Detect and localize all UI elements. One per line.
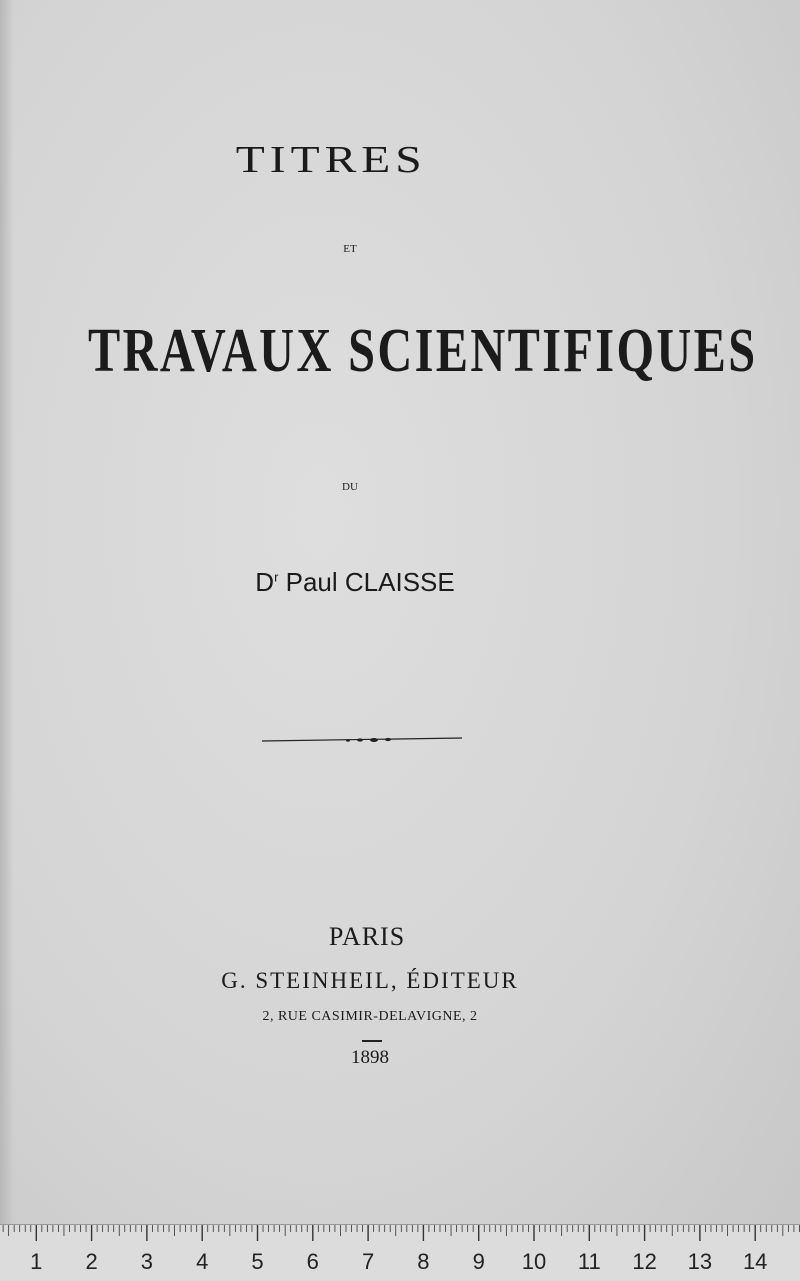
ruler-number: 3 [140,1249,154,1274]
author-name: Paul CLAISSE [278,567,455,597]
ruler-number: 8 [417,1249,430,1274]
ruler-number: 14 [742,1249,768,1274]
imprint-year: 1898 [351,1047,389,1068]
author-line [0,567,800,598]
ruler-ticks [0,1225,800,1281]
ruler-number: 11 [577,1249,601,1274]
ruler-number: 2 [85,1249,98,1274]
measurement-ruler [0,1224,800,1280]
connector-du: DU [342,481,358,493]
ruler-number: 4 [196,1249,209,1274]
ruler-number: 13 [687,1249,713,1274]
title-titres: TITRES [235,139,427,181]
imprint-address: 2, RUE CASIMIR-DELAVIGNE, 2 [262,1009,478,1024]
author-prefix: D [255,567,275,597]
imprint-city: PARIS [328,922,406,951]
page-edge-shadow [0,0,14,1225]
ruler-number: 10 [521,1249,547,1274]
title-travaux-scientifiques: TRAVAUX SCIENTIFIQUES [88,317,758,385]
ornamental-rule [262,733,462,747]
ruler-number: 7 [361,1249,375,1274]
ruler-number: 6 [306,1249,319,1274]
ruler-number: 5 [251,1249,264,1274]
imprint-dash [362,1040,382,1042]
ruler-number: 9 [472,1249,485,1274]
author-prefix-superscript: r [274,569,279,585]
ruler-number: 12 [632,1249,657,1274]
ruler-number: 1 [30,1249,43,1274]
imprint-publisher: G. STEINHEIL, ÉDITEUR [221,968,519,993]
connector-et: ET [343,243,357,255]
